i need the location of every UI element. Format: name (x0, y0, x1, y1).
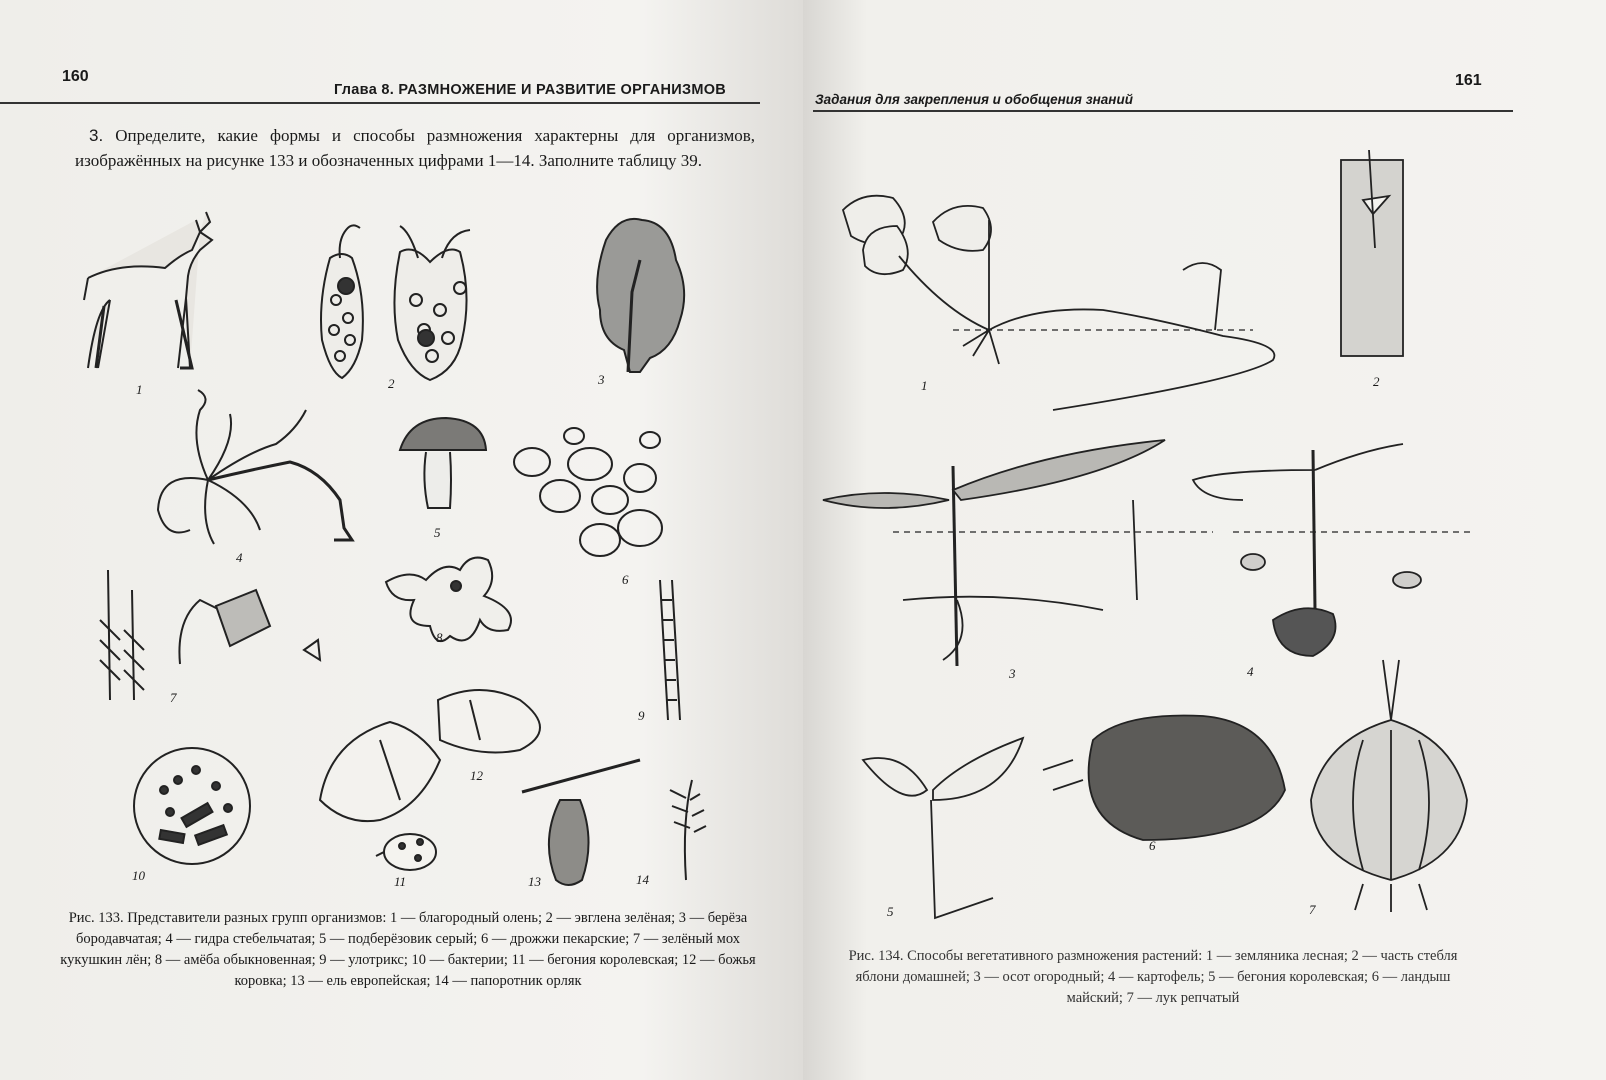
spruce-illustration (522, 760, 640, 885)
hydra-illustration (158, 390, 352, 544)
strawberry-illustration (843, 196, 1274, 410)
apple-stem-illustration (1341, 150, 1403, 356)
caption-text: Способы вегетативного размножения растений: 1 — земляника лесная; 2 — часть стебля яблони домашней; 3 — осот огородный; 4 — картофель; 5 — бегония королевская; 6 — ландыш майский; 7 — лук репчатый (855, 948, 1458, 1006)
begonia-seedling-illustration (863, 738, 1023, 918)
moss-illustration (100, 570, 320, 700)
caption-text: Представители разных групп организмов: 1 — благородный олень; 2 — эвглена зелёная; 3 — берёза бородавчатая; 4 — гидра стебельчатая; 5 — подберёзовик серый; 6 — дрожжи пекарские; 7 — зелёный мох кукушкин лён; 8 — амёба обыкновенная; 9 — улотрикс; 10 — бактерии; 11 — бегония королевская; 12 — божья коровка; 13 — ель европейская; 14 — папоротник орляк (60, 910, 756, 989)
fig133-label-10: 10 (132, 868, 145, 883)
running-head: Глава 8. РАЗМНОЖЕНИЕ И РАЗВИТИЕ ОРГАНИЗМОВ (334, 82, 727, 98)
thistle-illustration (823, 440, 1213, 666)
fig134-label-7: 7 (1309, 902, 1316, 917)
fig133-label-6: 6 (622, 572, 629, 587)
potato-illustration (1193, 444, 1473, 656)
page-number: 161 (1455, 72, 1482, 89)
right-page (803, 0, 1606, 1080)
running-head: Задания для закрепления и обобщения знаний (815, 92, 1133, 107)
fig133-label-9: 9 (638, 708, 645, 723)
lily-of-valley-illustration (1043, 716, 1285, 841)
fig134-label-5: 5 (887, 904, 894, 919)
caption-title: Рис. 133. (68, 910, 124, 926)
page-number: 160 (62, 68, 89, 85)
fig134-label-3: 3 (1009, 666, 1016, 681)
amoeba-illustration (386, 558, 511, 642)
ulothrix-illustration (660, 580, 680, 720)
fig133-label-4: 4 (236, 550, 243, 565)
deer-illustration (84, 212, 212, 368)
boletus-illustration (400, 418, 486, 508)
bacteria-illustration (134, 748, 250, 864)
fig134-label-4: 4 (1247, 664, 1254, 679)
fig133-label-12: 12 (470, 768, 483, 783)
figure-134-caption (833, 946, 1473, 1009)
caption-title: Рис. 134. (848, 948, 904, 964)
onion-illustration (1311, 660, 1467, 912)
birch-illustration (597, 219, 684, 372)
fig134-label-2: 2 (1373, 374, 1380, 389)
fig133-label-3: 3 (598, 372, 605, 387)
yeast-illustration (514, 428, 662, 556)
fig133-label-14: 14 (636, 872, 649, 887)
task-text: Определите, какие формы и способы размножения характерны для организмов, изображённых на рисунке 133 и обозначенных цифрами 1—14. Заполните таблицу 39. (75, 126, 756, 170)
begonia-illustration (320, 690, 540, 821)
fig133-label-7: 7 (170, 690, 177, 705)
fig133-label-2: 2 (388, 376, 395, 391)
fig134-label-1: 1 (921, 378, 928, 393)
figure-133-caption (58, 908, 758, 992)
euglena-illustration (321, 225, 470, 380)
fig133-label-1: 1 (136, 382, 143, 397)
fig133-label-8: 8 (436, 630, 443, 645)
ladybug-illustration (376, 834, 436, 870)
fern-illustration (670, 780, 706, 880)
fig133-label-13: 13 (528, 874, 541, 889)
fig134-label-6: 6 (1149, 838, 1156, 853)
fig133-label-11: 11 (394, 874, 407, 889)
figure-134 (803, 0, 1606, 1080)
task-number: 3. (89, 126, 104, 145)
fig133-label-5: 5 (434, 525, 441, 540)
